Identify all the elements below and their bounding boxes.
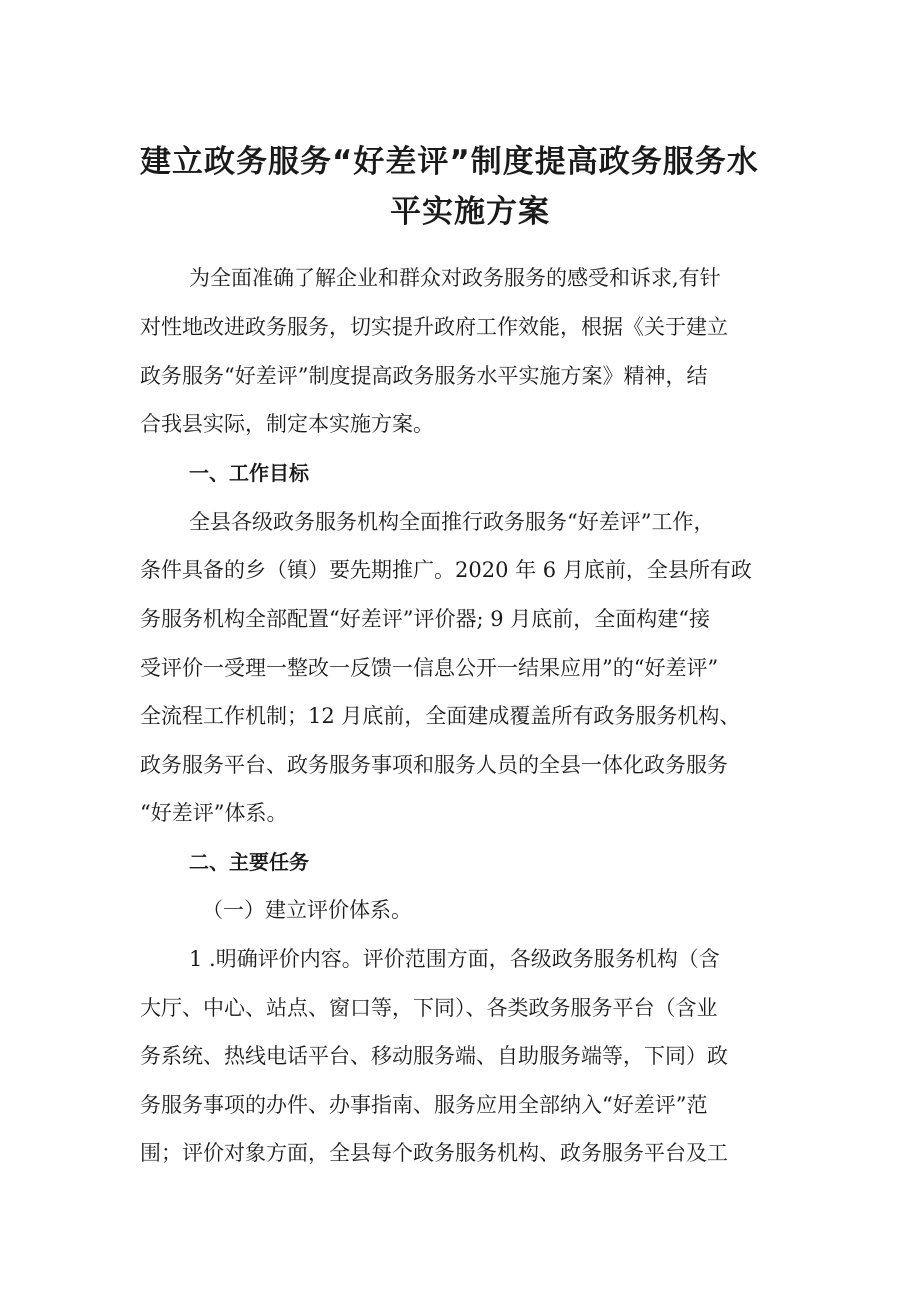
item1-line: 务服务事项的办件、办事指南、服务应用全部纳入“好差评”范 bbox=[140, 1093, 708, 1117]
intro-line: 合我县实际，制定本实施方案。 bbox=[140, 412, 434, 436]
intro-line: 为全面准确了解企业和群众对政务服务的感受和诉求,有针 bbox=[189, 266, 721, 290]
intro-line: 政务服务“好差评”制度提高政务服务水平实施方案》精神，结 bbox=[140, 364, 708, 388]
section1-line: 政务服务平台、政务服务事项和服务人员的全县一体化政务服务 bbox=[140, 753, 728, 777]
section-heading-tasks: 二、主要任务 bbox=[189, 850, 309, 874]
item1-line: 务系统、热线电话平台、移动服务端、自助服务端等，下同）政 bbox=[140, 1044, 728, 1068]
section1-line: “好差评”体系。 bbox=[140, 801, 288, 825]
item1-line: 1 .明确评价内容。评价范围方面，各级政务服务机构（含 bbox=[189, 947, 720, 971]
item1-line: 围；评价对象方面，全县每个政务服务机构、政务服务平台及工 bbox=[140, 1141, 728, 1165]
subsection-heading: （一）建立评价体系。 bbox=[202, 898, 412, 922]
document-title-line-2: 平实施方案 bbox=[390, 194, 550, 230]
section1-line: 全流程工作机制；12 月底前，全面建成覆盖所有政务服务机构、 bbox=[140, 704, 741, 728]
section1-line: 全县各级政务服务机构全面推行政务服务“好差评”工作， bbox=[189, 510, 715, 534]
intro-line: 对性地改进政务服务，切实提升政府工作效能，根据《关于建立 bbox=[140, 315, 728, 339]
section1-line: 条件具备的乡（镇）要先期推广。2020 年 6 月底前，全县所有政 bbox=[140, 558, 752, 582]
section1-line: 受评价一受理一整改一反馈一信息公开一结果应用”的“好差评” bbox=[140, 656, 719, 680]
document-title-line-1: 建立政务服务“好差评”制度提高政务服务水 bbox=[140, 144, 759, 180]
section1-line: 务服务机构全部配置“好差评”评价器; 9 月底前，全面构建“接 bbox=[140, 607, 710, 631]
item1-line: 大厅、中心、站点、窗口等，下同）、各类政务服务平台（含业 bbox=[140, 996, 718, 1020]
section-heading-goals: 一、工作目标 bbox=[189, 461, 309, 485]
